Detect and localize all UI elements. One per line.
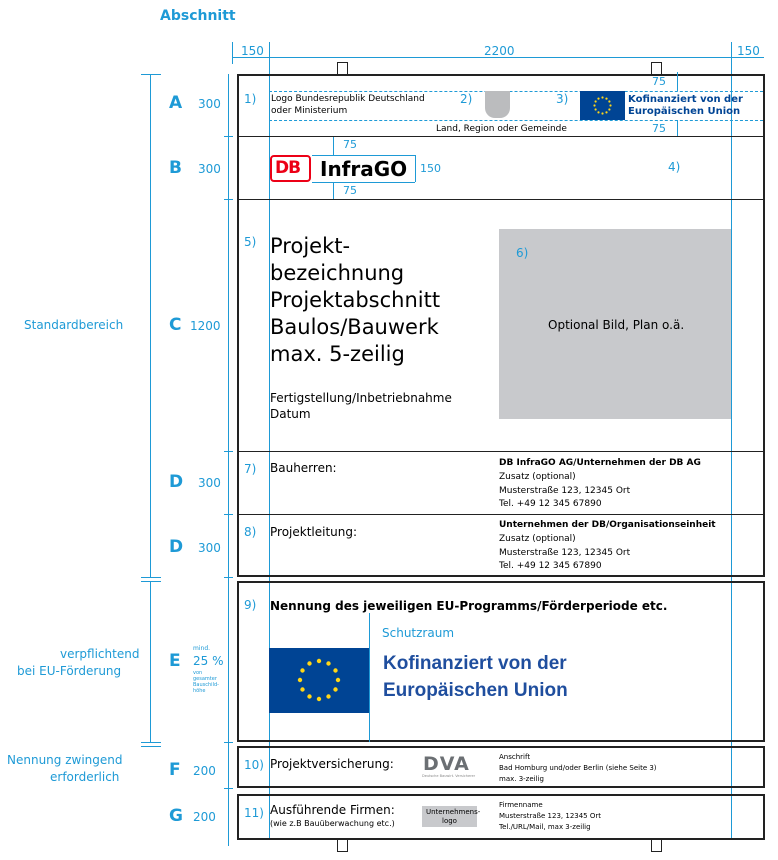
section-value-e: 25 % xyxy=(193,654,224,668)
tick xyxy=(141,581,161,582)
section-value-d2: 300 xyxy=(198,541,221,555)
project-title-4: Baulos/Bauwerk xyxy=(270,315,439,339)
dva-logo: DVA xyxy=(423,753,470,775)
section-e-note3: Bauschild- xyxy=(193,682,219,688)
section-e-note2: gesamter xyxy=(193,676,217,682)
contractor-line1: Firmenname xyxy=(499,801,543,809)
project-title-5: max. 5-zeilig xyxy=(270,342,405,366)
image-placeholder-label: Optional Bild, Plan o.ä. xyxy=(548,318,685,332)
section-value-d1: 300 xyxy=(198,476,221,490)
post-bottom-left xyxy=(337,839,348,852)
marker-3: 3) xyxy=(556,92,569,106)
side-eu-2: bei EU-Förderung xyxy=(17,664,122,678)
contractor-line2: Musterstraße 123, 12345 Ort xyxy=(499,812,601,820)
contractor-line3: Tel./URL/Mail, max 3-zeilig xyxy=(499,823,591,831)
dim-left: 150 xyxy=(241,44,264,58)
marker-8: 8) xyxy=(244,525,257,539)
bracket-eu xyxy=(150,581,151,742)
db-logo xyxy=(270,155,311,182)
b-margin-top: 75 xyxy=(343,138,357,151)
side-name-2: erforderlich xyxy=(50,770,120,784)
project-title-2: bezeichnung xyxy=(270,261,405,285)
dim-guide-3 xyxy=(731,42,732,64)
a-margin-bottom: 75 xyxy=(652,122,666,135)
company-logo-text-1: Unternehmens- xyxy=(426,808,481,816)
tick xyxy=(224,788,233,789)
tick xyxy=(224,451,233,452)
client-line1: DB InfraGO AG/Unternehmen der DB AG xyxy=(499,458,701,468)
dim-guide-1 xyxy=(232,42,233,64)
tick xyxy=(141,742,161,743)
company-logo-text-2: logo xyxy=(442,817,457,825)
eu-text-large-1: Kofinanziert von der xyxy=(383,653,567,674)
db-logo-text: DB xyxy=(275,158,301,178)
a-margin-bottom-line xyxy=(677,120,678,136)
tick xyxy=(224,136,233,137)
marker-5: 5) xyxy=(244,235,257,249)
marker-2: 2) xyxy=(460,92,473,106)
eu-text-small-1: Kofinanziert von der xyxy=(628,94,743,105)
management-line3: Musterstraße 123, 12345 Ort xyxy=(499,548,631,558)
a-dash-bottom xyxy=(269,120,763,121)
section-letter-f: F xyxy=(169,760,181,780)
infrago-wordmark: InfraGO xyxy=(320,157,408,181)
side-eu-1: verpflichtend xyxy=(60,647,140,661)
section-e-note4: höhe xyxy=(193,688,206,694)
dim-center: 2200 xyxy=(484,44,515,58)
section-value-b: 300 xyxy=(198,162,221,176)
marker-6: 6) xyxy=(516,246,529,260)
eu-flag-large xyxy=(269,648,369,713)
dim-guide-2 xyxy=(269,42,270,64)
completion-label: Fertigstellung/Inbetriebnahme xyxy=(270,391,452,405)
insurance-line2: Bad Homburg und/oder Berlin (siehe Seite 3) xyxy=(499,764,657,772)
separator-bc xyxy=(238,199,764,200)
dva-logo-sub: Deutsche Bauwirt. Versicherer xyxy=(422,774,476,778)
b-margin-top-line xyxy=(333,137,334,155)
contractors-label: Ausführende Firmen: xyxy=(270,803,395,817)
region-shield xyxy=(485,91,510,118)
region-label: Land, Region oder Gemeinde xyxy=(436,124,567,134)
eu-stars-icon xyxy=(580,91,625,120)
section-dim-line xyxy=(228,74,229,846)
b-guide-top xyxy=(312,155,415,156)
b-margin-side-line xyxy=(415,155,416,182)
separator-cd xyxy=(238,451,764,452)
marker-10: 10) xyxy=(244,758,264,772)
section-letter-g: G xyxy=(169,806,183,826)
section-e-mind: mind. xyxy=(193,645,211,652)
a-margin-top: 75 xyxy=(652,75,666,88)
management-line4: Tel. +49 12 345 67890 xyxy=(499,561,602,571)
federal-logo-line2: oder Ministerium xyxy=(271,106,348,116)
marker-4: 4) xyxy=(668,160,681,174)
tick xyxy=(224,514,233,515)
marker-7: 7) xyxy=(244,462,257,476)
marker-9: 9) xyxy=(244,598,257,612)
eu-flag-small xyxy=(580,91,625,120)
post-bottom-right xyxy=(651,839,662,852)
project-title-3: Projektabschnitt xyxy=(270,288,441,312)
contractors-label-2: (wie z.B Bauüberwachung etc.) xyxy=(270,819,395,828)
client-line3: Musterstraße 123, 12345 Ort xyxy=(499,486,631,496)
separator-ab xyxy=(238,136,764,137)
management-line1: Unternehmen der DB/Organisationseinheit xyxy=(499,520,716,530)
insurance-label: Projektversicherung: xyxy=(270,757,394,771)
eu-text-large-2: Europäischen Union xyxy=(383,680,568,701)
tick xyxy=(224,577,233,578)
schutzraum-label: Schutzraum xyxy=(382,626,455,640)
client-line4: Tel. +49 12 345 67890 xyxy=(499,499,602,509)
insurance-line3: max. 3-zeilig xyxy=(499,775,544,783)
insurance-line1: Anschrift xyxy=(499,753,531,761)
side-name-1: Nennung zwingend xyxy=(7,753,123,767)
section-letter-c: C xyxy=(169,315,182,335)
side-standard: Standardbereich xyxy=(24,318,124,332)
b-margin-bottom: 75 xyxy=(343,184,357,197)
b-margin-side: 150 xyxy=(420,162,441,175)
management-line2: Zusatz (optional) xyxy=(499,534,576,544)
project-title-1: Projekt- xyxy=(270,234,351,258)
section-letter-d1: D xyxy=(169,472,184,492)
section-letter-e: E xyxy=(169,651,181,671)
b-guide-bottom xyxy=(312,182,415,183)
tick xyxy=(141,577,161,578)
federal-logo-line1: Logo Bundesrepublik Deutschland xyxy=(271,94,425,104)
marker-1: 1) xyxy=(244,92,257,106)
marker-11: 11) xyxy=(244,806,264,820)
section-value-c: 1200 xyxy=(190,319,221,333)
tick xyxy=(141,74,161,75)
tick xyxy=(141,746,161,747)
client-label: Bauherren: xyxy=(270,461,337,475)
page-title: Abschnitt xyxy=(160,8,236,24)
management-label: Projektleitung: xyxy=(270,525,358,539)
bracket-standard xyxy=(150,74,151,577)
section-value-a: 300 xyxy=(198,97,221,111)
section-value-g: 200 xyxy=(193,810,216,824)
section-letter-b: B xyxy=(169,158,182,178)
completion-date: Datum xyxy=(270,407,311,421)
tick xyxy=(224,742,233,743)
a-dash-top xyxy=(269,91,763,92)
section-letter-a: A xyxy=(169,93,183,113)
b-margin-bottom-line xyxy=(333,182,334,199)
tick xyxy=(224,199,233,200)
separator-dd xyxy=(238,514,764,515)
section-e-note1: von xyxy=(193,670,203,676)
eu-stars-large-icon xyxy=(269,648,369,713)
section-letter-d2: D xyxy=(169,537,184,557)
a-margin-top-line xyxy=(677,72,678,91)
section-value-f: 200 xyxy=(193,764,216,778)
eu-text-small-2: Europäischen Union xyxy=(628,106,741,117)
schutzraum-line xyxy=(369,613,370,742)
eu-program-heading: Nennung des jeweiligen EU-Programms/Förderperiode etc. xyxy=(270,599,668,613)
client-line2: Zusatz (optional) xyxy=(499,472,576,482)
dim-right: 150 xyxy=(737,44,760,58)
